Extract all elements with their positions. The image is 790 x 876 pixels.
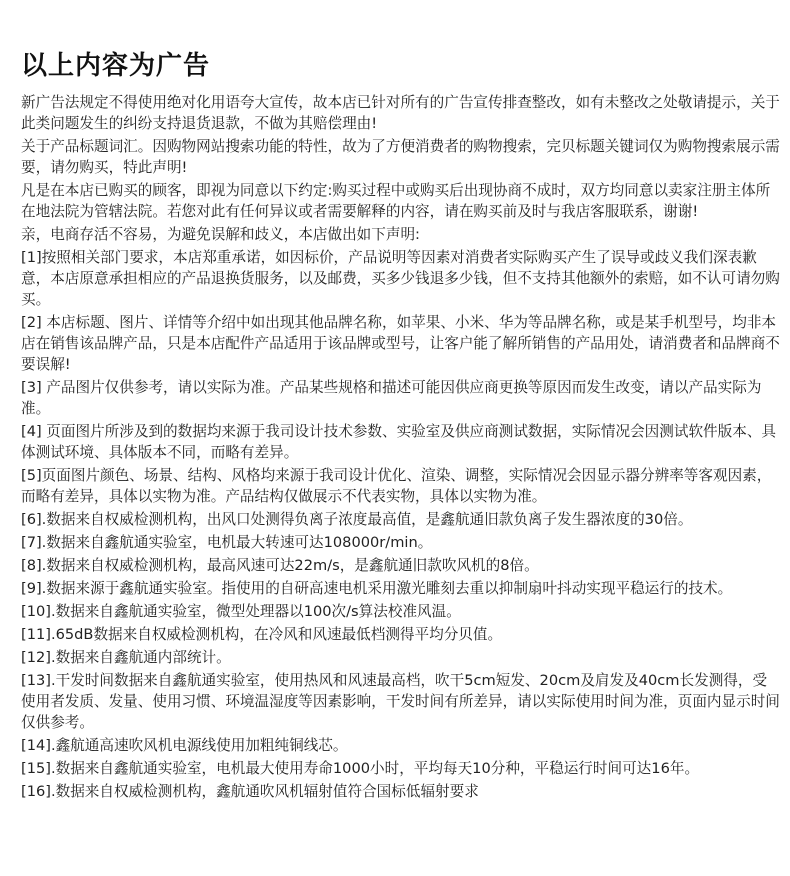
- disclaimer-paragraph: [13].干发时间数据来自鑫航通实验室，使用热风和风速最高档，吹干5cm短发、20cm及肩发及40cm长发测得，受使用者发质、发量、使用习惯、环境温湿度等因素影响，干发时间有所差异，请以实际使用时间为准，页面内显示时间仅供参考。: [21, 672, 780, 731]
- disclaimer-paragraph: [7].数据来自鑫航通实验室，电机最大转速可达108000r/min。: [21, 534, 433, 551]
- disclaimer-paragraph: [4] 页面图片所涉及到的数据均来源于我司设计技术参数、实验室及供应商测试数据，实际情况会因测试软件版本、具体测试环境、具体版本不同，而略有差异。: [21, 423, 777, 461]
- disclaimer-paragraph-list: [21, 92, 781, 802]
- disclaimer-paragraph: 亲，电商存活不容易，为避免误解和歧义，本店做出如下声明:: [21, 226, 420, 243]
- disclaimer-paragraph: [2] 本店标题、图片、详情等介绍中如出现其他品牌名称，如苹果、小米、华为等品牌名称，或是某手机型号，均非本店在销售该品牌产品，只是本店配件产品适用于该品牌或型号，让客户能了解所销售的产品用处，请消费者和品牌商不要误解!: [21, 314, 780, 373]
- disclaimer-paragraph: 关于产品标题词汇。因购物网站搜索功能的特性，故为了方便消费者的购物搜索，完贝标题关键词仅为购物搜索展示需要，请勿购买，特此声明!: [21, 138, 780, 176]
- disclaimer-paragraph: 新广告法规定不得使用绝对化用语夸大宣传，故本店已针对所有的广告宣传排查整改，如有未整改之处敬请提示，关于此类问题发生的纠纷支持退货退款，不做为其赔偿理由!: [21, 94, 780, 132]
- disclaimer-paragraph: 凡是在本店已购买的顾客，即视为同意以下约定:购买过程中或购买后出现协商不成时，双方均同意以卖家注册主体所在地法院为管辖法院。若您对此有任何异议或者需要解释的内容，请在购买前及时与我店客服联系，谢谢!: [21, 182, 771, 220]
- disclaimer-paragraph: [14].鑫航通高速吹风机电源线使用加粗纯铜线芯。: [21, 737, 348, 754]
- disclaimer-paragraph: [5]页面图片颜色、场景、结构、风格均来源于我司设计优化、渲染、调整，实际情况会因显示器分辨率等客观因素，而略有差异，具体以实物为准。产品结构仅做展示不代表实物，具体以实物为准。: [21, 467, 772, 505]
- disclaimer-paragraph: [9].数据来源于鑫航通实验室。指使用的自研高速电机采用激光雕刻去重以抑制扇叶抖动实现平稳运行的技术。: [21, 580, 733, 597]
- page-title: 以上内容为广告: [21, 51, 211, 81]
- disclaimer-paragraph: [15].数据来自鑫航通实验室，电机最大使用寿命1000小时，平均每天10分种，平稳运行时间可达16年。: [21, 760, 700, 777]
- disclaimer-paragraph: [1]按照相关部门要求，本店郑重承诺，如因标价，产品说明等因素对消费者实际购买产生了误导或歧义我们深表歉意，本店原意承担相应的产品退换货服务，以及邮费，买多少钱退多少钱，但不支持其他额外的索赔，如不认可请勿购买。: [21, 249, 780, 308]
- ad-disclaimer-document: [21, 48, 781, 804]
- disclaimer-paragraph: [16].数据来自权威检测机构，鑫航通吹风机辐射值符合国标低辐射要求: [21, 783, 479, 800]
- disclaimer-paragraph: [12].数据来自鑫航通内部统计。: [21, 649, 231, 666]
- disclaimer-paragraph: [6].数据来自权威检测机构，出风口处测得负离子浓度最高值，是鑫航通旧款负离子发生器浓度的30倍。: [21, 511, 693, 528]
- disclaimer-paragraph: [11].65dB数据来自权威检测机构，在冷风和风速最低档测得平均分贝值。: [21, 626, 503, 643]
- disclaimer-paragraph: [3] 产品图片仅供参考，请以实际为准。产品某些规格和描述可能因供应商更换等原因而发生改变，请以产品实际为准。: [21, 379, 762, 417]
- disclaimer-paragraph: [8].数据来自权威检测机构，最高风速可达22m/s，是鑫航通旧款吹风机的8倍。: [21, 557, 539, 574]
- disclaimer-paragraph: [10].数据来自鑫航通实验室，微型处理器以100次/s算法校准风温。: [21, 603, 461, 620]
